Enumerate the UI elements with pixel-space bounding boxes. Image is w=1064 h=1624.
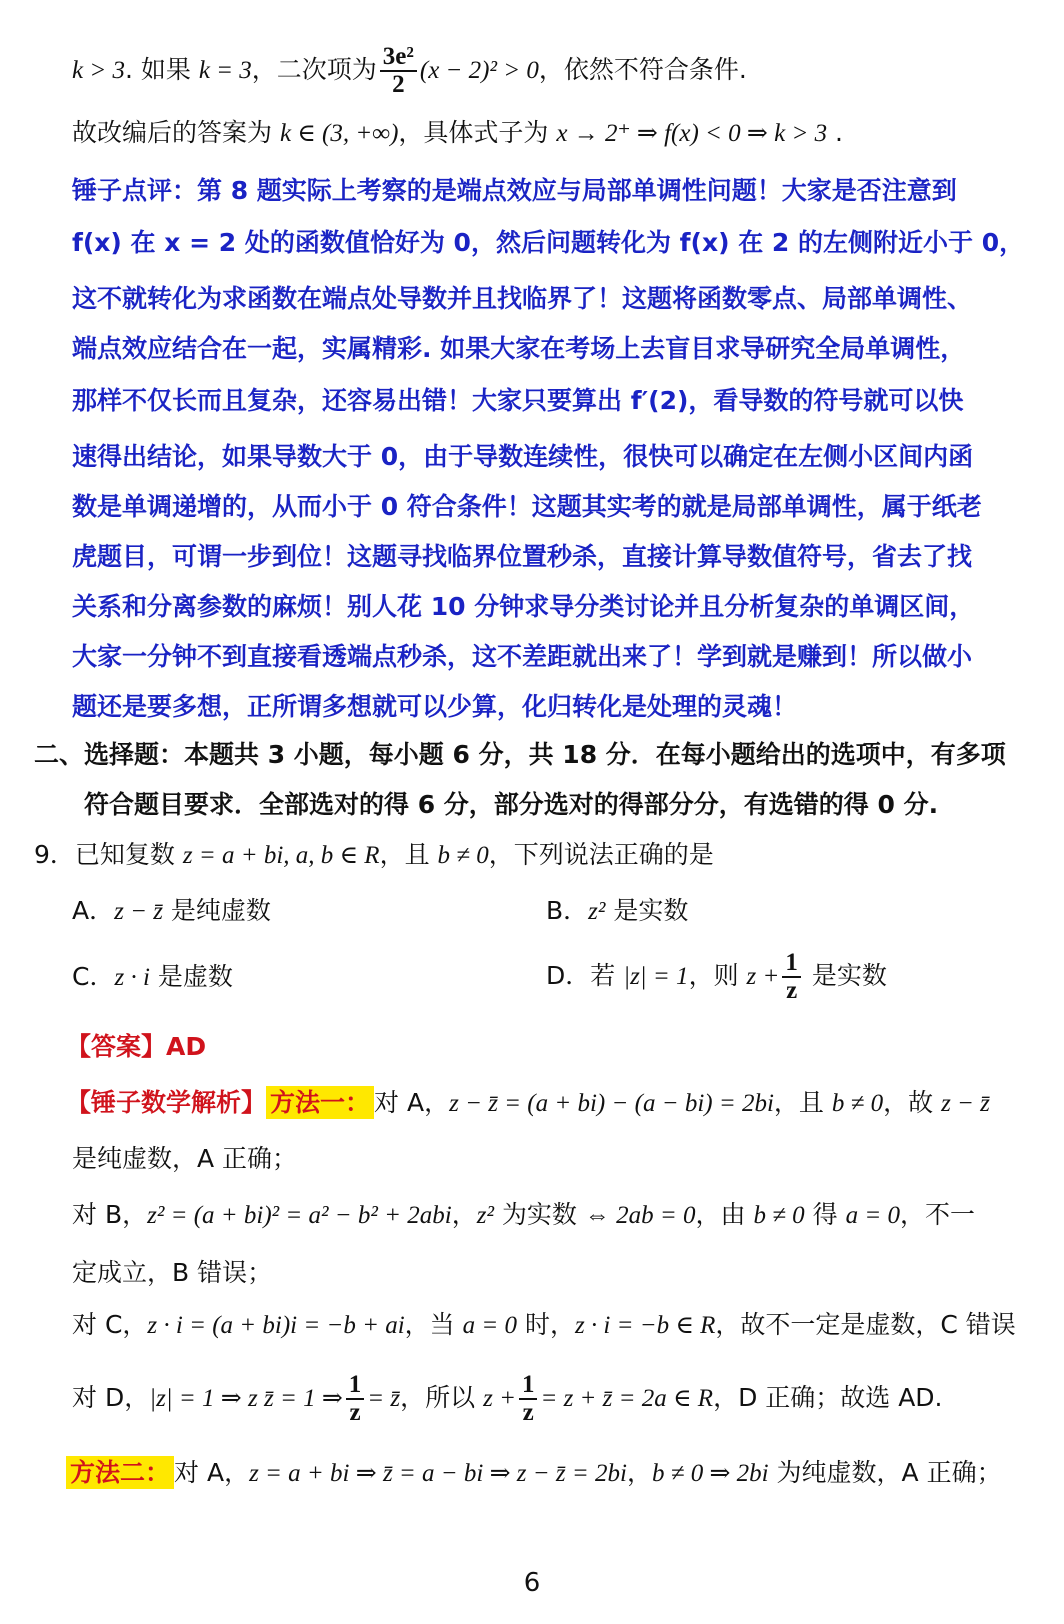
text-line-2: [72, 116, 843, 151]
comment-line: 数是单调递增的，从而小于 0 符合条件！这题其实考的就是局部单调性，属于纸老: [72, 492, 982, 521]
fraction: [380, 44, 417, 98]
math-expression: z +: [746, 963, 780, 990]
text: ，所以: [400, 1383, 484, 1412]
comment-line: 题还是要多想，正所谓多想就可以少算，化归转化是处理的灵魂！: [72, 692, 798, 721]
option-text: 是虚数: [149, 962, 233, 991]
text: . 如果: [124, 55, 199, 84]
text: ，则: [688, 961, 747, 990]
option-d: [546, 950, 887, 1004]
method-two-tag: 方法二：: [66, 1456, 174, 1489]
text: ，: [451, 1200, 477, 1229]
text: ，故不一定是虚数，C 错误: [715, 1310, 1016, 1339]
text: ，下列说法正确的是: [488, 840, 714, 869]
method-one-tag: 方法一：: [266, 1086, 374, 1119]
option-text: 是实数: [605, 896, 689, 925]
fraction: [519, 1372, 538, 1426]
text: 对 D，: [72, 1383, 150, 1412]
math-expression: z − z̄: [941, 1090, 990, 1117]
text: 对 B，: [72, 1200, 148, 1229]
text: 为实数: [493, 1200, 585, 1229]
fraction: [346, 1372, 365, 1426]
option-label: B．: [546, 896, 589, 925]
text: ，由: [695, 1200, 754, 1229]
math-expression: z · i = (a + bi)i = −b + ai: [147, 1312, 405, 1339]
text: 9．已知复数: [34, 840, 183, 869]
math-expression: = z + z̄ = 2a ∈ R: [540, 1385, 714, 1412]
math-interval: k ∈ (3, +∞): [279, 120, 399, 147]
math-expression: z − z̄ = (a + bi) − (a − bi) = 2bi: [449, 1090, 774, 1117]
text: ，依然不符合条件.: [538, 55, 747, 84]
math-expression: z +: [483, 1385, 516, 1412]
math-expression: |z| = 1 ⇒ z z̄ = 1 ⇒: [149, 1385, 343, 1412]
comment-line: 这不就转化为求函数在端点处导数并且找临界了！这题将函数零点、局部单调性、: [72, 284, 973, 313]
analysis-tag: 【锤子数学解析】: [66, 1088, 267, 1117]
text: 故改编后的答案为: [72, 118, 280, 147]
comment-line: 速得出结论，如果导数大于 0，由于导数连续性，很快可以确定在左侧小区间内函: [72, 442, 974, 471]
text: ，且: [379, 840, 438, 869]
analysis-line-b2: 定成立，B 错误；: [72, 1258, 273, 1287]
question-stem: [34, 838, 714, 873]
section-heading-cont: 符合题目要求．全部选对的得 6 分，部分选对的得部分分，有选错的得 0 分.: [84, 790, 939, 819]
math-expression: b ≠ 0: [437, 842, 489, 869]
answer-label: 【答案】AD: [66, 1032, 207, 1061]
page-number: 6: [523, 1568, 541, 1598]
analysis-method-two: [66, 1456, 1002, 1491]
text: ，具体式子为: [398, 118, 557, 147]
text: .: [827, 118, 843, 147]
text: ，: [626, 1458, 652, 1487]
text: 对 A，: [374, 1088, 450, 1117]
math-expression: z − z̄: [114, 898, 163, 925]
comment-line: f(x) 在 x = 2 处的函数值恰好为 0，然后问题转化为 f(x) 在 2 的左侧附近小于 0，: [72, 228, 1025, 257]
comment-line: 端点效应结合在一起，实属精彩. 如果大家在考场上去盲目求导研究全局单调性，: [72, 334, 966, 363]
option-label: C．: [72, 962, 115, 991]
math-k-eq-3: k = 3: [198, 57, 252, 84]
text: 对 C，: [72, 1310, 148, 1339]
comment-line: 那样不仅长而且复杂，还容易出错！大家只要算出 f′(2)，看导数的符号就可以快: [72, 386, 964, 415]
fraction-denominator: 2: [392, 71, 405, 98]
fraction-denominator: z: [786, 977, 798, 1004]
fraction-numerator: 1: [346, 1372, 365, 1400]
math-expression: |z| = 1: [623, 963, 689, 990]
option-c: [72, 960, 233, 995]
text: 时，: [517, 1310, 575, 1339]
comment-line: 关系和分离参数的麻烦！别人花 10 分钟求导分类讨论并且分析复杂的单调区间，: [72, 592, 975, 621]
text: ，不一: [899, 1200, 975, 1229]
math-expression: z = a + bi, a, b ∈ R: [182, 842, 380, 869]
math-expression: b ≠ 0: [831, 1090, 884, 1117]
analysis-line-d1: [72, 1372, 943, 1426]
math-expression: a = 0: [462, 1312, 517, 1339]
option-b: [546, 894, 688, 929]
fraction-denominator: z: [349, 1399, 361, 1426]
math-expression: b ≠ 0 ⇒ 2bi: [651, 1460, 769, 1487]
math-expression: z · i: [114, 964, 150, 991]
text: ，且: [773, 1088, 832, 1117]
text: 得: [804, 1200, 846, 1229]
math-expression: b ≠ 0: [753, 1202, 805, 1229]
math-expression: z = a + bi ⇒ z̄ = a − bi ⇒ z − z̄ = 2bi: [249, 1460, 627, 1487]
text: 为纯虚数，A 正确；: [768, 1458, 1002, 1487]
math-k-gt-3: k > 3: [72, 57, 125, 84]
fraction-numerator: 3e²: [380, 44, 417, 72]
analysis-line-b1: [72, 1198, 975, 1233]
comment-line: 锤子点评：第 8 题实际上考察的是端点效应与局部单调性问题！大家是否注意到: [72, 176, 957, 205]
text: ，二次项为: [251, 55, 377, 84]
math-expression: a = 0: [845, 1202, 900, 1229]
math-expression: z²: [588, 898, 606, 925]
math-expression: z² = (a + bi)² = a² − b² + 2abi: [147, 1202, 452, 1229]
analysis-line-a1: [66, 1086, 990, 1121]
option-text: 是实数: [803, 961, 887, 990]
fraction-denominator: z: [522, 1399, 534, 1426]
option-text: 是纯虚数: [162, 896, 271, 925]
text: ，D 正确；故选 AD.: [713, 1383, 943, 1412]
comment-line: 虎题目，可谓一步到位！这题寻找临界位置秒杀，直接计算导数值符号，省去了找: [72, 542, 973, 571]
math-limit: x → 2⁺ ⇒ f(x) < 0 ⇒ k > 3: [556, 120, 828, 147]
fraction-numerator: 1: [782, 950, 801, 978]
math-expression: ⇔ 2ab = 0: [584, 1202, 696, 1229]
math-expression: z²: [476, 1202, 494, 1229]
text: 对 A，: [174, 1458, 250, 1487]
text: ，故: [883, 1088, 942, 1117]
option-label: A．: [72, 896, 115, 925]
section-heading: 二、选择题：本题共 3 小题，每小题 6 分，共 18 分．在每小题给出的选项中，有多项: [34, 740, 1006, 769]
text: ，当: [404, 1310, 463, 1339]
analysis-line-c1: [72, 1308, 1016, 1343]
analysis-line-a2: 是纯虚数，A 正确；: [72, 1144, 298, 1173]
fraction: [782, 950, 801, 1004]
math-expression: (x − 2)² > 0: [419, 57, 539, 84]
comment-line: 大家一分钟不到直接看透端点秒杀，这不差距就出来了！学到就是赚到！所以做小: [72, 642, 973, 671]
text-line-1: [72, 44, 747, 98]
math-expression: z · i = −b ∈ R: [574, 1312, 716, 1339]
option-a: [72, 894, 271, 929]
math-expression: = z̄: [367, 1385, 401, 1412]
option-label: D．若: [546, 961, 624, 990]
fraction-numerator: 1: [519, 1372, 538, 1400]
